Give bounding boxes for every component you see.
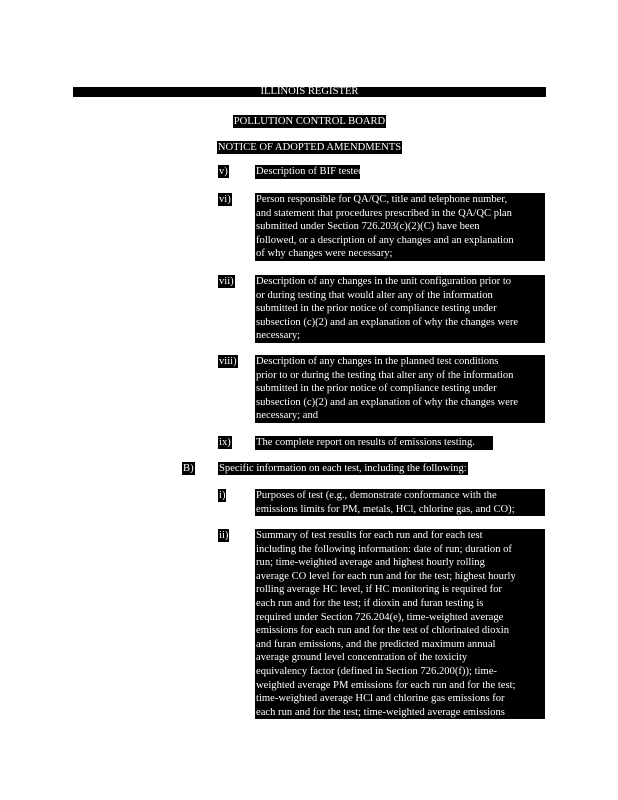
text-line: equivalency factor (defined in Section 726.200(f)); time- <box>256 665 497 677</box>
text-line: necessary; <box>256 330 301 342</box>
text-line: average ground level concentration of the toxicity <box>256 652 468 664</box>
text-line: each run and for the test; time-weighted average emissions <box>256 706 505 718</box>
text-line: Summary of test results for each run and for each test <box>256 530 483 541</box>
notice-title: NOTICE OF ADOPTED AMENDMENTS <box>217 142 402 153</box>
text-line: The complete report on results of emissions testing. <box>256 437 475 448</box>
text-line: Description of any changes in the planned test conditions <box>256 356 499 367</box>
board-title-line <box>73 111 546 129</box>
item-number-ix: ix) <box>219 437 231 448</box>
text-line: subsection (c)(2) and an explanation of why the changes were <box>256 396 519 408</box>
item-text-ix <box>255 436 493 450</box>
text-line: subsection (c)(2) and an explanation of why the changes were <box>256 316 519 328</box>
text-line: average CO level for each run and for the test; highest hourly <box>256 570 516 582</box>
text-line: and furan emissions, and the predicted maximum annual <box>256 638 496 650</box>
text-line: Description of BIF tested; <box>256 166 367 177</box>
text-line: including the following information: date of run; duration of <box>256 543 512 555</box>
item-number-v: v) <box>219 166 228 177</box>
section-b-heading: Specific information on each test, including the following: <box>219 463 467 474</box>
text-line: submitted under Section 726.203(c)(2)(C) have been <box>256 221 480 233</box>
subitem-text-ii <box>255 529 545 719</box>
text-line: Purposes of test (e.g., demonstrate conformance with the <box>256 490 497 501</box>
subitem-text-i <box>255 489 545 516</box>
text-line: followed, or a description of any changes and an explanation <box>256 234 514 246</box>
item-text-v <box>255 165 367 179</box>
text-line: necessary; and <box>256 410 319 422</box>
text-line: prior to or during the testing that alter any of the information <box>256 369 514 381</box>
item-number-vi: vi) <box>219 194 231 205</box>
text-line: each run and for the test; if dioxin and furan testing is <box>256 597 484 609</box>
subitem-number-ii: ii) <box>219 530 229 541</box>
text-line: or during testing that would alter any of the information <box>256 289 493 301</box>
item-number-viii: viii) <box>219 356 237 367</box>
text-line: Description of any changes in the unit configuration prior to <box>256 276 512 287</box>
text-line: time-weighted average HCl and chlorine gas emissions for <box>256 693 505 705</box>
register-title: ILLINOIS REGISTER <box>260 86 359 97</box>
text-line: Person responsible for QA/QC, title and telephone number, <box>256 194 508 205</box>
text-line: and statement that procedures prescribed in the QA/QC plan <box>256 207 512 219</box>
text-line: weighted average PM emissions for each run and for the test; <box>256 679 516 691</box>
item-text-viii <box>255 355 545 423</box>
item-text-vi <box>255 193 545 261</box>
section-b-number: B) <box>183 463 194 474</box>
subitem-number-i: i) <box>219 490 226 501</box>
notice-title-line <box>73 137 546 155</box>
text-line: emissions limits for PM, metals, HCl, chlorine gas, and CO); <box>256 503 515 515</box>
item-text-vii <box>255 275 545 343</box>
text-line: of why changes were necessary; <box>256 248 393 260</box>
board-title: POLLUTION CONTROL BOARD <box>233 116 386 127</box>
text-line: emissions for each run and for the test of chlorinated dioxin <box>256 625 510 637</box>
text-line: submitted in the prior notice of compliance testing under <box>256 303 497 315</box>
text-line: run; time-weighted average and highest hourly rolling <box>256 557 485 569</box>
item-number-vii: vii) <box>219 276 234 287</box>
text-line: required under Section 726.204(e), time-weighted average <box>256 611 504 623</box>
text-line: rolling average HC level, if HC monitoring is required for <box>256 584 502 596</box>
text-line: submitted in the prior notice of compliance testing under <box>256 383 497 395</box>
